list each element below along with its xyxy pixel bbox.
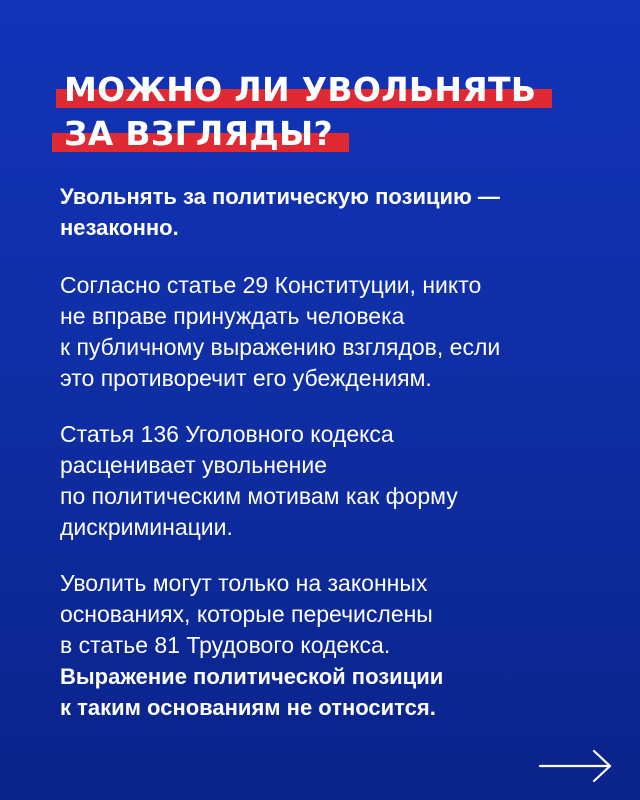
title-line-2-text: ЗА ВЗГЛЯДЫ? (60, 112, 343, 156)
page-title (60, 68, 546, 156)
paragraph-labor-code-text: Уволить могут только на законных основаниях, которые перечислены в статье 81 Трудового кодекса. (60, 570, 433, 658)
arrow-right-icon[interactable] (538, 748, 614, 784)
paragraph-constitution: Согласно статье 29 Конституции, никто не вправе принуждать человека к публичному выражению взглядов, если это противоречит его убеждениям. (60, 272, 501, 391)
paragraph-criminal-code: Статья 136 Уголовного кодекса расценивает увольнение по политическим мотивам как форму дискриминации. (60, 421, 458, 540)
title-line-1-text: МОЖНО ЛИ УВОЛЬНЯТЬ (60, 68, 546, 112)
title-line-1 (60, 68, 546, 112)
paragraph-labor-code (60, 568, 600, 723)
lead-statement: Увольнять за политическую позицию — незаконно. (60, 184, 500, 240)
title-line-2 (60, 112, 546, 156)
paragraph-labor-code-emphasis: Выражение политической позиции к таким основаниям не относится. (60, 664, 444, 720)
body-text (60, 181, 600, 748)
